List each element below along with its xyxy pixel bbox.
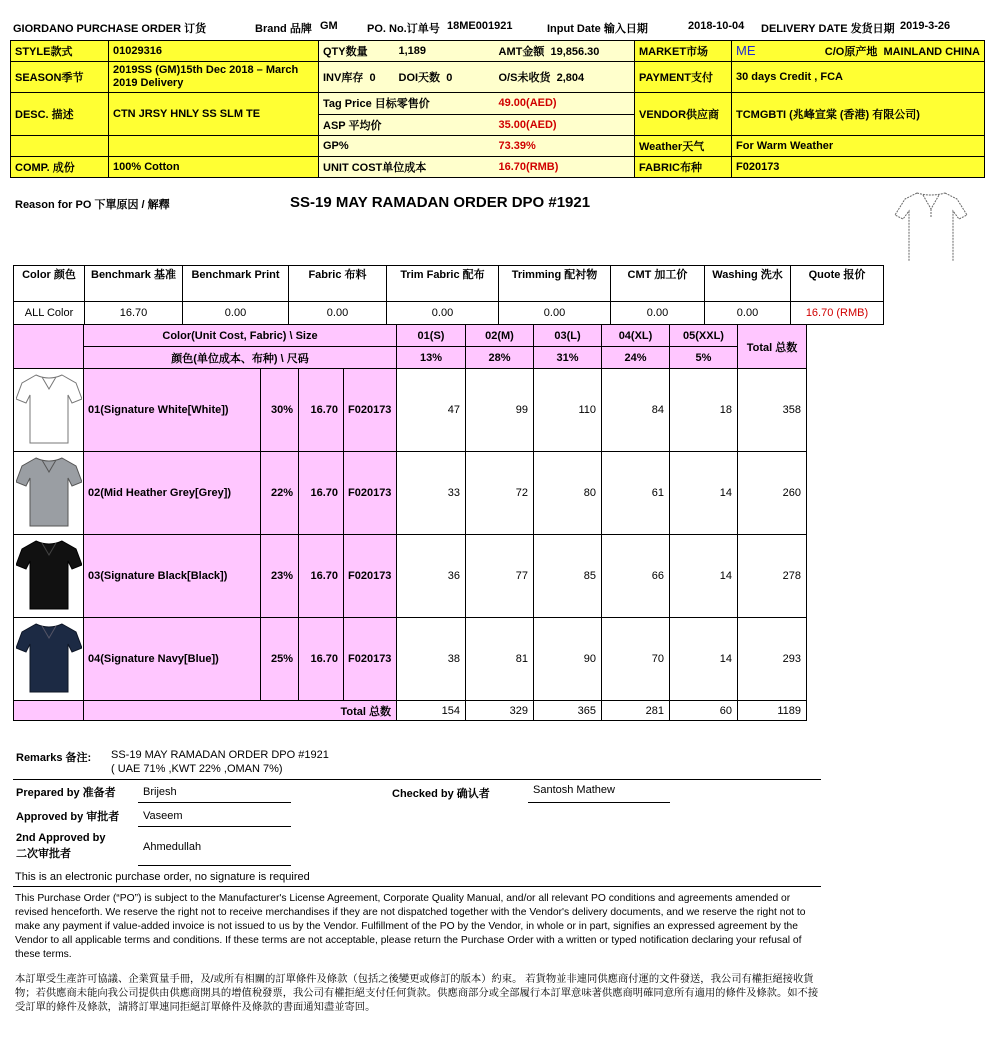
amt-label: AMT金额 [498, 46, 545, 58]
po-header-bar [13, 20, 983, 36]
cost-header: Benchmark 基准 [85, 266, 183, 302]
remarks-line-1: SS-19 MAY RAMADAN ORDER DPO #1921 [111, 749, 329, 761]
qty-cell: 38 [397, 618, 466, 701]
table-row [14, 369, 807, 452]
cost-value: 0.00 [611, 302, 705, 325]
size-label: 05(XXL) [670, 325, 738, 347]
season-value: 2019SS (GM)15th Dec 2018 – March 2019 Delivery [109, 62, 319, 93]
grand-total-label: Total 总数 [84, 701, 397, 721]
tshirt-icon [16, 373, 82, 445]
prepared-by-value: Brijesh [143, 786, 177, 798]
style-value: 01029316 [109, 41, 319, 62]
divider [13, 779, 821, 780]
color-thumb [14, 452, 84, 535]
disclaimer-cn: 本訂單受生產許可協議、企業質量手冊，及/或所有相關的訂單條件及條款（包括之後變更或修訂的版本）約束。 若貨物並非連同供應商付運的文件發送，我公司有權拒絕接收貨物；若供應商未能向我公司提供由供應商開具的增值稅發票，我公司有權拒絕支付任何貨款。供應商部分或全部履行本訂單意味著供應商明確同意所有適用的條件及條款。如不接受訂單的條件及條款，請將訂單連同拒絕訂單條件及條款的書面通知盡並寄回。 [15, 974, 819, 1013]
color-name: 04(Signature Navy[Blue]) [84, 618, 261, 701]
origin-value: MAINLAND CHINA [883, 46, 980, 58]
os-cell [495, 62, 635, 93]
signature-line [138, 826, 291, 827]
os-label: O/S未收货 [498, 72, 551, 84]
qty-cell: 70 [602, 618, 670, 701]
size-label: 02(M) [466, 325, 534, 347]
qty-cell: 90 [534, 618, 602, 701]
vendor-label: VENDOR供应商 [635, 93, 732, 136]
weather-value: For Warm Weather [732, 136, 985, 157]
color-pct: 25% [261, 618, 299, 701]
color-fabric: F020173 [344, 369, 397, 452]
cost-header: Washing 洗水 [705, 266, 791, 302]
signature-line [528, 802, 670, 803]
row-total: 260 [738, 452, 807, 535]
brand-label: Brand 品牌 [255, 23, 312, 35]
color-pct: 30% [261, 369, 299, 452]
payment-label: PAYMENT支付 [635, 62, 732, 93]
reason-label: Reason for PO 下單原因 / 解釋 [15, 199, 170, 211]
signature-line [138, 865, 291, 866]
cost-value: 0.00 [705, 302, 791, 325]
totals-row [14, 701, 807, 721]
fabric-label: FABRIC布种 [635, 157, 732, 178]
cost-value: 0.00 [183, 302, 289, 325]
amt-cell [495, 41, 635, 62]
style-label: STYLE款式 [11, 41, 109, 62]
po-title: GIORDANO PURCHASE ORDER 订货 [13, 23, 207, 35]
input-date-value: 2018-10-04 [688, 20, 745, 32]
cost-header: Color 颜色 [14, 266, 85, 302]
qty-cell: 61 [602, 452, 670, 535]
asp-label: ASP 平均价 [319, 114, 495, 136]
inv-value: 0 [369, 72, 376, 84]
po-number-label: PO. No.订单号 [367, 23, 440, 35]
row-total: 358 [738, 369, 807, 452]
cost-value: ALL Color [14, 302, 85, 325]
size-total: 154 [397, 701, 466, 721]
tag-price-label: Tag Price 目标零售价 [319, 93, 495, 115]
tag-price-value: 49.00(AED) [495, 93, 635, 115]
input-date-label: Input Date 输入日期 [547, 23, 648, 35]
size-label: 04(XL) [602, 325, 670, 347]
row-total: 278 [738, 535, 807, 618]
qty-cell: 110 [534, 369, 602, 452]
color-fabric: F020173 [344, 452, 397, 535]
qty-cell: 14 [670, 535, 738, 618]
qty-value: 1,189 [395, 41, 495, 62]
cost-header: Fabric 布料 [289, 266, 387, 302]
payment-value: 30 days Credit , FCA [732, 62, 985, 93]
doi-cell [395, 62, 495, 93]
qty-cell: 18 [670, 369, 738, 452]
empty-cell [11, 136, 109, 157]
color-cost: 16.70 [299, 535, 344, 618]
divider [13, 886, 821, 887]
inv-cell [319, 62, 395, 93]
os-value: 2,804 [556, 72, 585, 84]
cost-header: Quote 报价 [791, 266, 884, 302]
cost-value: 0.00 [387, 302, 499, 325]
market-origin-cell [732, 41, 985, 62]
cost-value: 16.70 [85, 302, 183, 325]
vendor-value: TCMGBTI (兆峰宣棠 (香港) 有限公司) [732, 93, 985, 136]
season-label: SEASON季节 [11, 62, 109, 93]
cost-value: 0.00 [289, 302, 387, 325]
table-row [14, 618, 807, 701]
brand-value: GM [320, 20, 338, 32]
qty-cell: 81 [466, 618, 534, 701]
thumb-header [14, 325, 84, 369]
qty-cell: 14 [670, 452, 738, 535]
cost-header: Trim Fabric 配布 [387, 266, 499, 302]
color-name: 01(Signature White[White]) [84, 369, 261, 452]
qty-cell: 84 [602, 369, 670, 452]
market-label: MARKET市场 [635, 41, 732, 62]
order-title: SS-19 MAY RAMADAN ORDER DPO #1921 [290, 194, 591, 211]
signature-line [138, 802, 291, 803]
gp-value: 73.39% [495, 136, 635, 157]
qty-cell: 72 [466, 452, 534, 535]
weather-label: Weather天气 [635, 136, 732, 157]
remarks-label: Remarks 备注: [16, 752, 92, 764]
row-total: 293 [738, 618, 807, 701]
remarks-line-2: ( UAE 71% ,KWT 22% ,OMAN 7%) [111, 763, 283, 775]
color-fabric: F020173 [344, 618, 397, 701]
cost-header: Benchmark Print [183, 266, 289, 302]
approved-by-label: Approved by 审批者 [16, 811, 120, 823]
color-cost: 16.70 [299, 369, 344, 452]
market-value: ME [736, 43, 756, 58]
empty-cell [14, 701, 84, 721]
unit-cost-value: 16.70(RMB) [495, 157, 635, 178]
qty-cell: 99 [466, 369, 534, 452]
prepared-by-label: Prepared by 准备者 [16, 787, 116, 799]
style-sketch-icon [893, 187, 969, 263]
size-pct: 28% [466, 347, 534, 369]
size-pct: 24% [602, 347, 670, 369]
po-number-value: 18ME001921 [447, 20, 513, 32]
qty-cell: 80 [534, 452, 602, 535]
origin-label: C/O原产地 [824, 46, 878, 58]
tshirt-icon [16, 539, 82, 611]
doi-label: DOI天数 [398, 72, 441, 84]
size-pct: 5% [670, 347, 738, 369]
quote-value: 16.70 (RMB) [791, 302, 884, 325]
order-summary-table [10, 40, 985, 178]
color-name: 03(Signature Black[Black]) [84, 535, 261, 618]
color-thumb [14, 369, 84, 452]
fabric-value: F020173 [732, 157, 985, 178]
size-header-cn: 颜色(单位成本、布种) \ 尺码 [84, 347, 397, 369]
total-header: Total 总数 [738, 325, 807, 369]
approved-by-value: Vaseem [143, 810, 183, 822]
qty-cell: 66 [602, 535, 670, 618]
cost-breakdown-table [13, 265, 884, 325]
asp-value: 35.00(AED) [495, 114, 635, 136]
color-fabric: F020173 [344, 535, 397, 618]
color-thumb [14, 535, 84, 618]
color-pct: 23% [261, 535, 299, 618]
color-name: 02(Mid Heather Grey[Grey]) [84, 452, 261, 535]
size-total: 281 [602, 701, 670, 721]
second-approved-value: Ahmedullah [143, 841, 202, 853]
qty-cell: 14 [670, 618, 738, 701]
qty-cell: 77 [466, 535, 534, 618]
unit-cost-label: UNIT COST单位成本 [319, 157, 495, 178]
composition-label: COMP. 成份 [11, 157, 109, 178]
inv-label: INV库存 [323, 72, 364, 84]
table-row [14, 535, 807, 618]
qty-cell: 85 [534, 535, 602, 618]
checked-by-value: Santosh Mathew [533, 784, 615, 796]
checked-by-label: Checked by 确认者 [392, 788, 490, 800]
empty-cell [109, 136, 319, 157]
size-pct: 13% [397, 347, 466, 369]
size-total: 60 [670, 701, 738, 721]
table-row [14, 452, 807, 535]
tshirt-icon [16, 622, 82, 694]
delivery-date-value: 2019-3-26 [900, 20, 951, 32]
second-approved-label-en: 2nd Approved by [16, 832, 106, 844]
size-header-en: Color(Unit Cost, Fabric) \ Size [84, 325, 397, 347]
size-label: 01(S) [397, 325, 466, 347]
color-pct: 22% [261, 452, 299, 535]
color-cost: 16.70 [299, 452, 344, 535]
size-total: 365 [534, 701, 602, 721]
size-pct: 31% [534, 347, 602, 369]
color-thumb [14, 618, 84, 701]
qty-cell: 36 [397, 535, 466, 618]
desc-value: CTN JRSY HNLY SS SLM TE [109, 93, 319, 136]
cost-header: Trimming 配衬物 [499, 266, 611, 302]
color-cost: 16.70 [299, 618, 344, 701]
amt-value: 19,856.30 [550, 46, 600, 58]
size-breakdown-table [13, 324, 807, 721]
doi-value: 0 [446, 72, 453, 84]
disclaimer-en: This Purchase Order (“PO”) is subject to the Manufacturer's License Agreement, Corporate Quality Manual, and/or all relevant PO conditions and agreements amended or revised henceforth. We reserve the right not to receive merchandises if they are not dispatched together with the Vendor's delivery documents, and we reserve the right not to make any payment if value-added invoice is not issued to us by the Vendor. Fulfillment of the PO by the Vendor, in whole or in part, signifies an expressed agreement by the Vendor to all applicable terms and conditions. If these terms are not acceptable, please return the Purchase Order with a written or typed notification declaring your refusal of these terms. [15, 893, 806, 960]
delivery-date-label: DELIVERY DATE 发货日期 [761, 23, 895, 35]
size-total: 329 [466, 701, 534, 721]
qty-cell: 33 [397, 452, 466, 535]
gp-label: GP% [319, 136, 495, 157]
grand-total: 1189 [738, 701, 807, 721]
tshirt-icon [16, 456, 82, 528]
second-approved-label-cn: 二次审批者 [16, 848, 71, 860]
cost-header: CMT 加工价 [611, 266, 705, 302]
size-label: 03(L) [534, 325, 602, 347]
electronic-note: This is an electronic purchase order, no signature is required [15, 871, 310, 883]
qty-cell: 47 [397, 369, 466, 452]
desc-label: DESC. 描述 [11, 93, 109, 136]
qty-label: QTY数量 [319, 41, 395, 62]
composition-value: 100% Cotton [109, 157, 319, 178]
cost-value: 0.00 [499, 302, 611, 325]
